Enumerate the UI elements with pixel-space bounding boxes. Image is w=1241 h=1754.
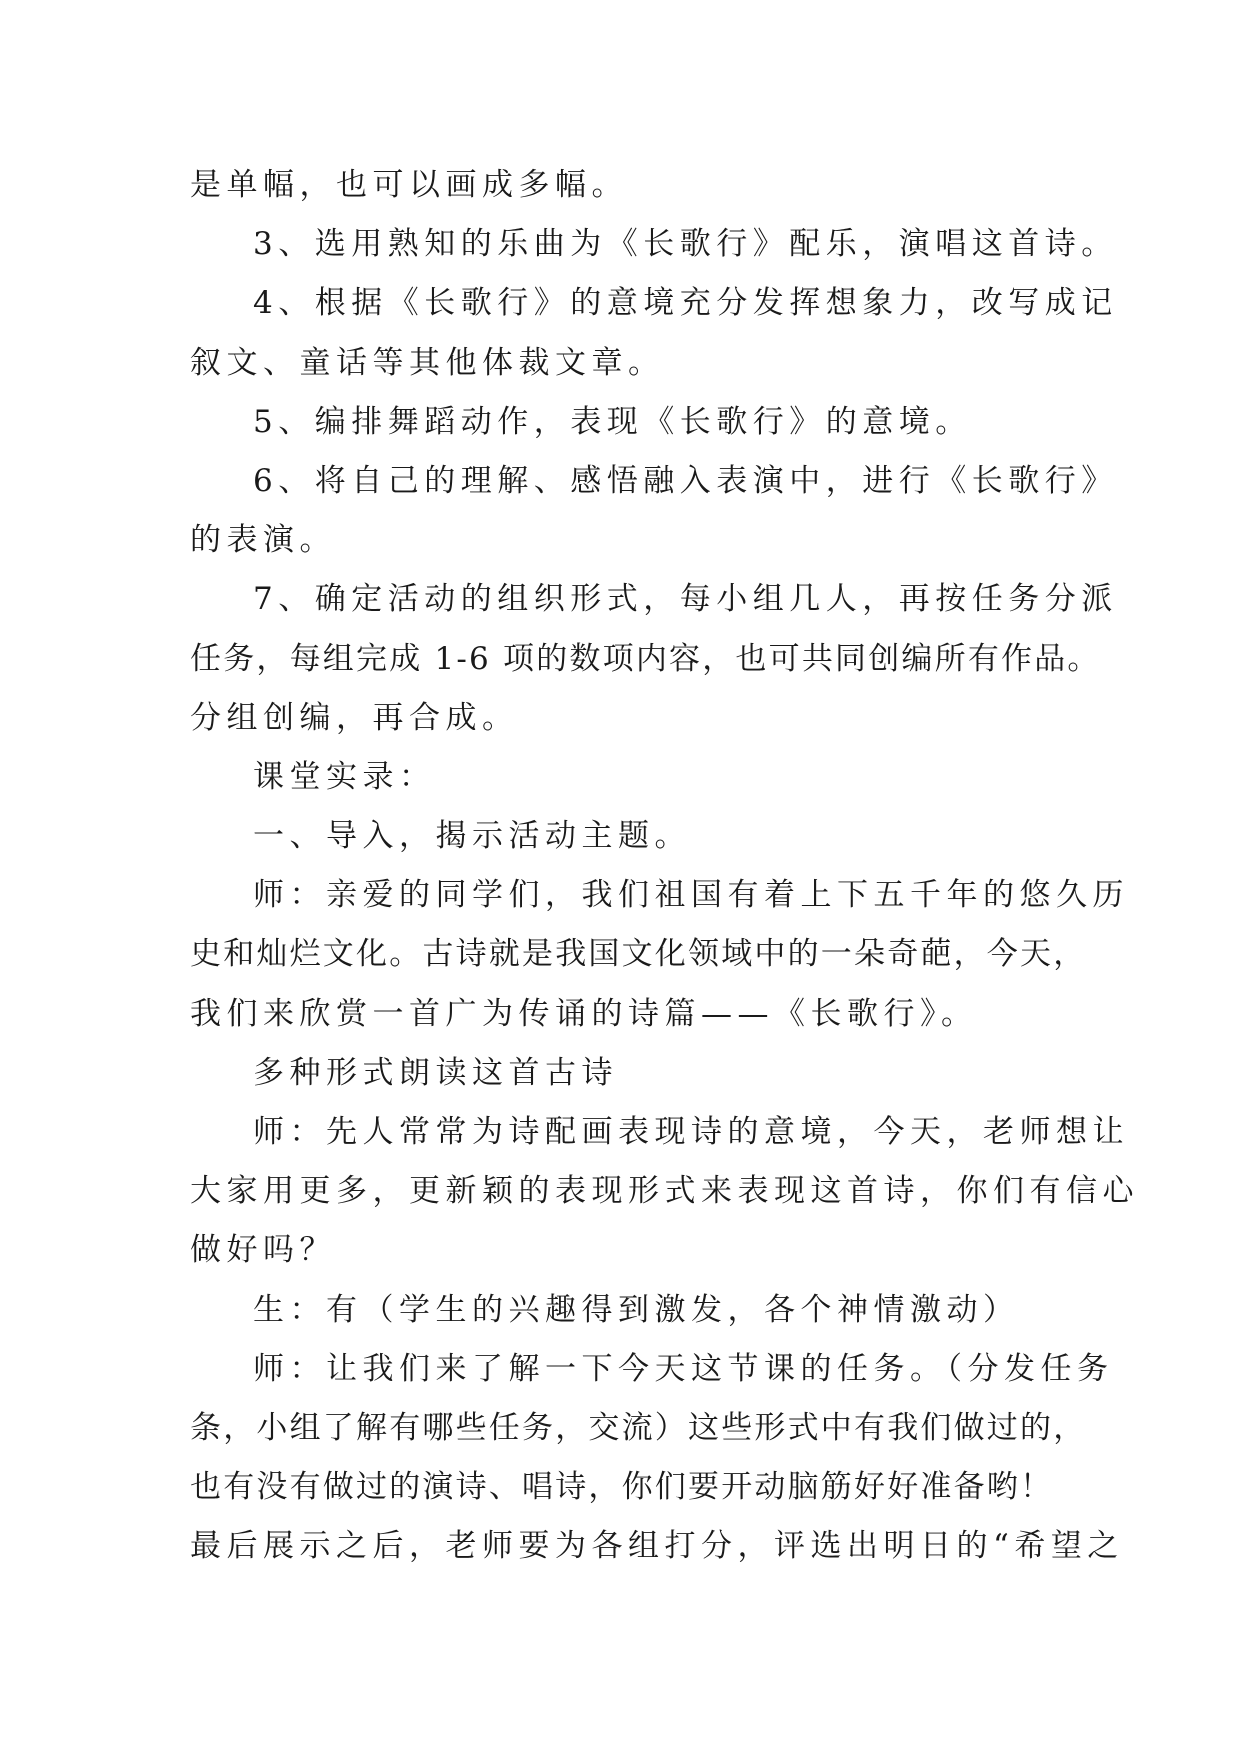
paragraph-line: 任务，每组完成 1-6 项的数项内容，也可共同创编所有作品。 [190, 640, 1101, 677]
paragraph-line: 多种形式朗读这首古诗 [253, 1054, 618, 1091]
paragraph-line: 师：先人常常为诗配画表现诗的意境，今天，老师想让 [253, 1114, 1129, 1150]
paragraph-line: 大家用更多，更新颖的表现形式来表现这首诗，你们有信心 [190, 1173, 1139, 1210]
paragraph-line: 也有没有做过的演诗、唱诗，你们要开动脑筋好好准备哟！ [190, 1469, 1054, 1506]
document-body [190, 156, 1139, 1577]
paragraph-line: 叙文、童话等其他体裁文章。 [190, 344, 665, 381]
paragraph-line: 师：让我们来了解一下今天这节课的任务。（分发任务 [253, 1350, 1114, 1387]
paragraph-line: 师：亲爱的同学们，我们祖国有着上下五千年的悠久历 [253, 877, 1129, 914]
paragraph-line: 5、编排舞蹈动作，表现《长歌行》的意境。 [253, 403, 972, 440]
paragraph-line: 的表演。 [190, 522, 336, 559]
paragraph-line: 3、选用熟知的乐曲为《长歌行》配乐，演唱这首诗。 [253, 226, 1118, 263]
paragraph-line: 生：有（学生的兴趣得到激发，各个神情激动） [253, 1291, 1020, 1328]
paragraph-line: 是单幅，也可以画成多幅。 [190, 167, 628, 203]
paragraph-line: 史和灿烂文化。古诗就是我国文化领域中的一朵奇葩，今天， [190, 936, 1087, 973]
paragraph-line: 最后展示之后，老师要为各组打分，评选出明日的“希望之 [190, 1528, 1124, 1565]
paragraph-line: 我们来欣赏一首广为传诵的诗篇——《长歌行》。 [190, 995, 978, 1032]
paragraph-line: 分组创编，再合成。 [190, 699, 519, 736]
paragraph-line: 一、导入，揭示活动主题。 [253, 818, 691, 855]
paragraph-line: 课堂实录： [253, 758, 436, 795]
paragraph-line: 条，小组了解有哪些任务，交流）这些形式中有我们做过的， [190, 1409, 1087, 1446]
paragraph-line: 6、将自己的理解、感悟融入表演中，进行《长歌行》 [253, 462, 1118, 499]
paragraph-line: 4、根据《长歌行》的意境充分发挥想象力，改写成记 [253, 285, 1118, 322]
paragraph-line: 7、确定活动的组织形式，每小组几人，再按任务分派 [253, 581, 1118, 618]
paragraph-line: 做好吗？ [190, 1232, 336, 1269]
